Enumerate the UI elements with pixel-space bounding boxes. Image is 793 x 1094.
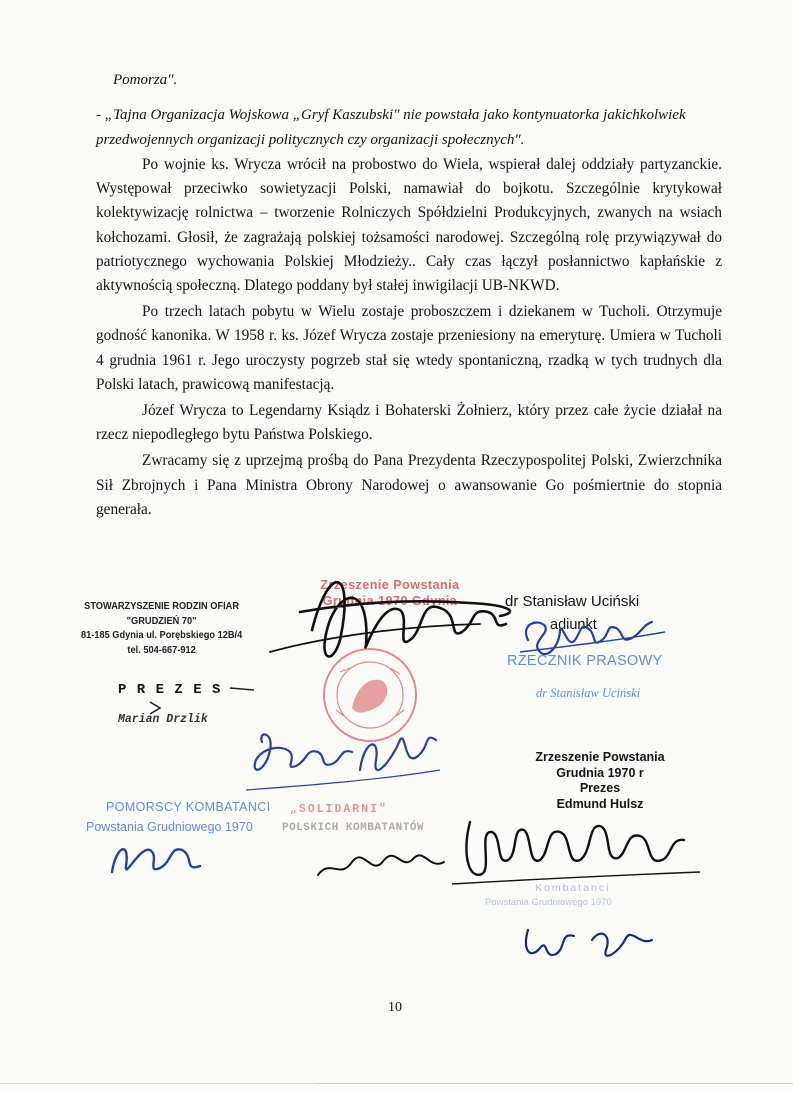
hulsz-signature: [466, 822, 684, 875]
rzecznik-stamp-name: dr Stanisław Uciński: [536, 686, 641, 700]
zrzeszenie-line2: Grudnia 1970 r: [556, 765, 644, 780]
org-stamp-line1: STOWARZYSZENIE RODZIN OFIAR: [84, 600, 240, 612]
red-round-seal: [324, 649, 416, 741]
signature-2: [255, 734, 436, 770]
solidarni-stamp-line2: POLSKICH KOMBATANTÓW: [282, 822, 425, 834]
ucinski-role: adiunkt: [550, 617, 597, 633]
rzecznik-stamp-title: RZECZNIK PRASOWY: [507, 653, 663, 669]
org-stamp-line4: tel. 504-667-912: [127, 644, 196, 656]
signature-5: [526, 930, 652, 956]
ucinski-name: dr Stanisław Uciński: [505, 593, 640, 610]
prezes-stamp-name: Marian Drzlik: [118, 713, 208, 726]
signature-3: [112, 849, 200, 872]
kombatanci-stamp-line2: Powstania Grudniowego 1970: [485, 897, 612, 908]
paragraph-4: Zwracamy się z uprzejmą prośbą do Pana Prezydenta Rzeczypospolitej Polski, Zwierzchnika Sił Zbrojnych i Pana Ministra Obrony Narodowej o awansowanie Go pośmiertnie do stopnia generała.: [96, 452, 722, 518]
pomorscy-stamp-line2: Powstania Grudniowego 1970: [86, 820, 253, 834]
paragraph-2: Po trzech latach pobytu w Wielu zostaje proboszczem i dziekanem w Tucholi. Otrzymuje godność kanonika. W 1958 r. ks. Józef Wrycza zostaje przeniesiony na emeryturę. Umiera w Tucholi 4 grudnia 1961 r. Jego uroczysty pogrzeb stał się wtedy spontaniczną, rzadką w tych trudnych dla Polski latach, prawicową manifestacją.: [96, 303, 722, 393]
pomorscy-stamp-line1: POMORSCY KOMBATANCI: [106, 800, 271, 814]
signature-1: [300, 582, 510, 656]
zrzeszenie-line4: Edmund Hulsz: [556, 796, 644, 811]
red-stamp-line1: Zrzeszenie Powstania: [320, 578, 460, 592]
zrzeszenie-line3: Prezes: [579, 781, 621, 795]
zrzeszenie-line1: Zrzeszenie Powstania: [535, 750, 665, 764]
org-stamp-line3: 81-185 Gdynia ul. Porębskiego 12B/4: [80, 629, 243, 641]
page-number: 10: [388, 1000, 402, 1015]
prezes-stamp-mark: [150, 688, 254, 714]
org-stamp-line2: "GRUDZIEŃ 70": [126, 615, 197, 627]
hulsz-signature-underline: [452, 872, 700, 884]
kombatanci-stamp-line1: Kombatanci: [535, 882, 611, 894]
continuation-text: Pomorza".: [113, 72, 178, 88]
signature-4: [318, 855, 444, 875]
paragraph-3: Józef Wrycza to Legendarny Ksiądz i Bohaterski Żołnierz, który przez całe życie działał na rzecz niepodległego bytu Państwa Polskiego.: [96, 402, 722, 444]
signature-2-underline: [246, 770, 440, 790]
prezes-stamp-title: P R E Z E S: [118, 682, 222, 698]
solidarni-stamp-line1: „SOLIDARNI": [290, 803, 388, 816]
red-stamp-line2: Grudnia 1970 Gdynia: [322, 594, 458, 608]
paragraph-1: Po wojnie ks. Wrycza wrócił na probostwo do Wiela, wspierał dalej oddziały partyzanckie. Występował przeciwko sowietyzacji Polski, namawiał do bojkotu. Szczególnie krytykował kolektywizację rolnictwa – tworzenie Rolniczych Spółdzielni Produkcyjnych, zwanych na wsiach kołchozami. Głosił, że zagrażają polskiej tożsamości narodowej. Szczególną rolę przywiązywał do patriotycznego wychowania Polskiej Młodzieży.. Cały czas łączył posłannictwo kapłańskie z aktywnością społeczną. Dlatego poddany był stałej inwigilacji UB-NKWD.: [96, 156, 722, 295]
quote-paragraph: - „Tajna Organizacja Wojskowa „Gryf Kaszubski" nie powstała jako kontynuatorka jakichkolwiek przedwojennych organizacji politycznych czy organizacji społecznych".: [96, 107, 686, 148]
scan-edge-line: [0, 1083, 793, 1084]
